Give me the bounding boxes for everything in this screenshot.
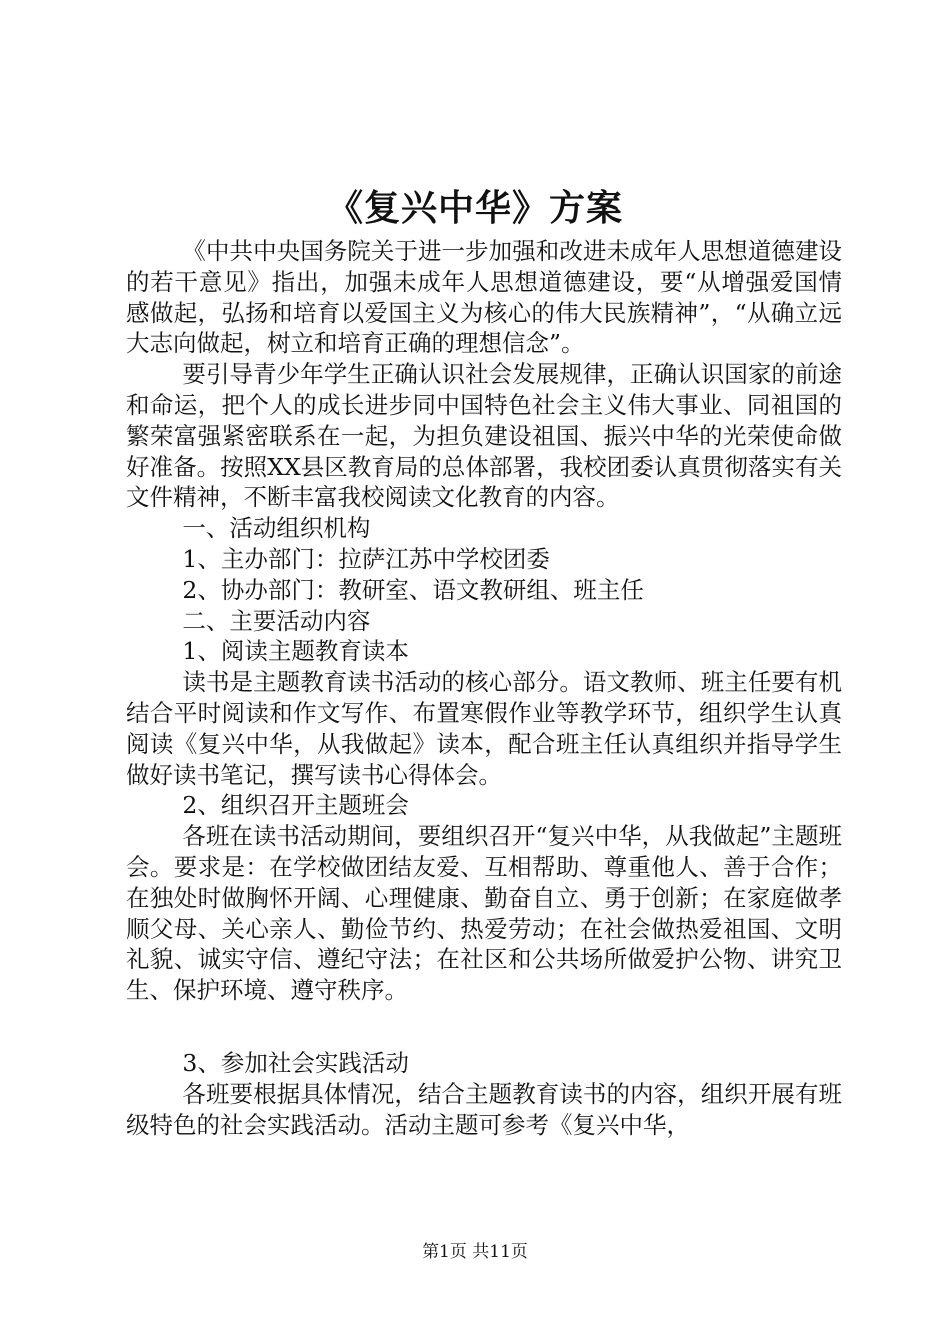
subheading-social-practice: 3、参加社会实践活动 bbox=[182, 1048, 409, 1077]
paragraph-gap bbox=[126, 1006, 842, 1048]
paragraph-social-practice: 各班要根据具体情况，结合主题教育读书的内容，组织开展有班级特色的社会实践活动。活动主题可参考《复兴中华， bbox=[126, 1079, 842, 1139]
paragraph-class-meeting: 各班在读书活动期间，要组织召开“复兴中华，从我做起”主题班会。要求是：在学校做团结友爱、互相帮助、尊重他人、善于合作；在独处时做胸怀开阔、心理健康、勤奋自立、勇于创新；在家庭做孝顺父母、关心亲人、勤俭节约、热爱劳动；在社会做热爱祖国、文明礼貌、诚实守信、遵纪守法；在社区和公共场所做爱护公物、讲究卫生、保护环境、遵守秩序。 bbox=[126, 822, 842, 1005]
paragraph-intro: 《中共中央国务院关于进一步加强和改进未成年人思想道德建设的若干意见》指出，加强未成年人思想道德建设，要“从增强爱国情感做起，弘扬和培育以爱国主义为核心的伟大民族精神”，“从确立远大志向做起，树立和培育正确的理想信念”。 bbox=[126, 237, 842, 358]
list-item-host: 1、主办部门：拉萨江苏中学校团委 bbox=[182, 544, 550, 573]
paragraph-reading: 读书是主题教育读书活动的核心部分。语文教师、班主任要有机结合平时阅读和作文写作、布置寒假作业等教学环节，组织学生认真阅读《复兴中华，从我做起》读本，配合班主任认真组织并指导学生做好读书笔记，撰写读书心得体会。 bbox=[126, 668, 842, 789]
list-item-co-host: 2、协办部门：教研室、语文教研组、班主任 bbox=[182, 575, 644, 604]
subheading-reading: 1、阅读主题教育读本 bbox=[182, 637, 409, 666]
document-title: 《复兴中华》方案 bbox=[326, 187, 623, 229]
subheading-class-meeting: 2、组织召开主题班会 bbox=[182, 791, 409, 820]
paragraph-guidance: 要引导青少年学生正确认识社会发展规律，正确认识国家的前途和命运，把个人的成长进步同中国特色社会主义伟大事业、同祖国的繁荣富强紧密联系在一起，为担负建设祖国、振兴中华的光荣使命做好准备。按照XX县区教育局的总体部署，我校团委认真贯彻落实有关文件精神，不断丰富我校阅读文化教育的内容。 bbox=[126, 360, 842, 512]
document-body bbox=[126, 236, 842, 1140]
section-heading-organization: 一、活动组织机构 bbox=[182, 514, 371, 543]
section-heading-activities: 二、主要活动内容 bbox=[182, 606, 371, 635]
page-footer: 第1页 共11页 bbox=[422, 1242, 528, 1262]
